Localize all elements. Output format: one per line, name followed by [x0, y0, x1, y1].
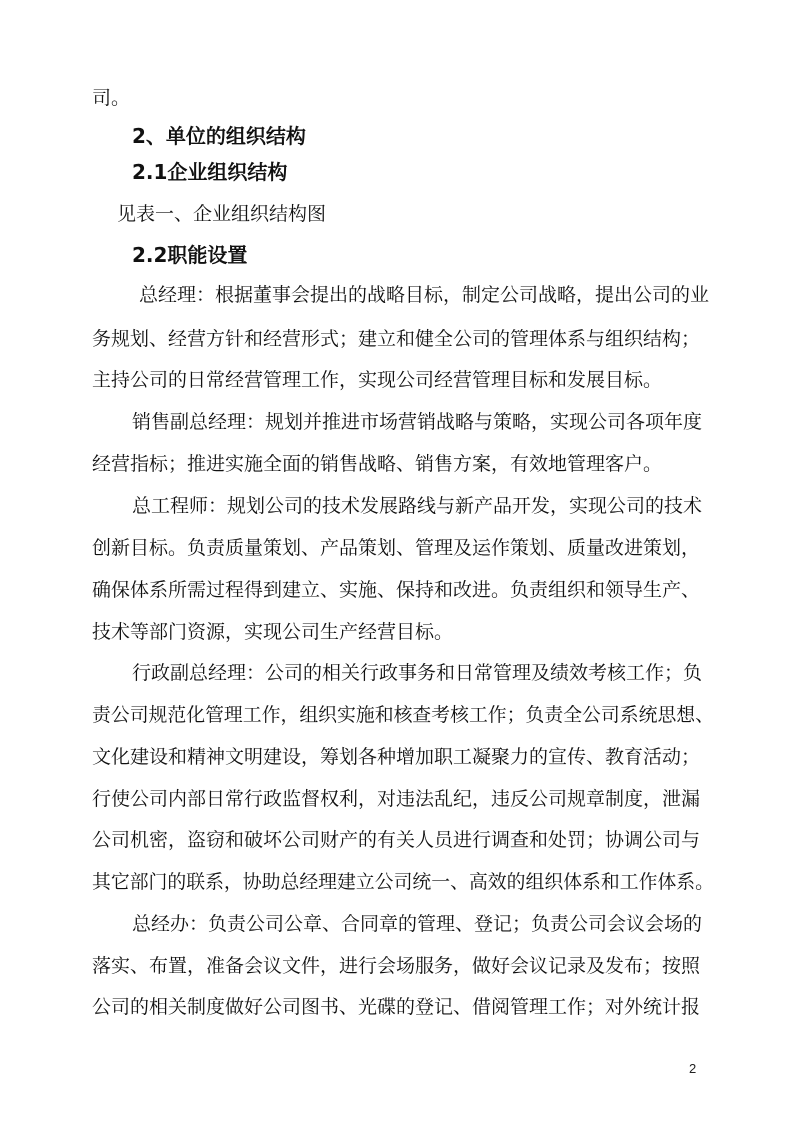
paragraph-line: 责公司规范化管理工作，组织实施和核查考核工作；负责全公司系统思想、	[92, 704, 714, 726]
paragraph-line: 其它部门的联系，协助总经理建立公司统一、高效的组织体系和工作体系。	[92, 871, 714, 893]
paragraph-line: 行使公司内部日常行政监督权利，对违法乱纪，违反公司规章制度，泄漏	[92, 788, 701, 810]
text-line: 见表一、企业组织结构图	[117, 203, 327, 225]
subsection-heading: 2.2职能设置	[132, 243, 248, 267]
paragraph-line: 销售副总经理：规划并推进市场营销战略与策略，实现公司各项年度	[132, 411, 703, 433]
paragraph-line: 总工程师：规划公司的技术发展路线与新产品开发，实现公司的技术	[132, 495, 703, 517]
paragraph-line: 经营指标；推进实施全面的销售战略、销售方案，有效地管理客户。	[92, 453, 663, 475]
text-line: 司。	[92, 87, 131, 109]
paragraph-line: 文化建设和精神文明建设，筹划各种增加职工凝聚力的宣传、教育活动；	[92, 746, 701, 768]
paragraph-line: 主持公司的日常经营管理工作，实现公司经营管理目标和发展目标。	[92, 369, 663, 391]
paragraph-line: 落实、布置，准备会议文件，进行会场服务，做好会议记录及发布；按照	[92, 955, 701, 977]
paragraph-line: 公司的相关制度做好公司图书、光碟的登记、借阅管理工作；对外统计报	[92, 996, 701, 1018]
paragraph-line: 创新目标。负责质量策划、产品策划、管理及运作策划、质量改进策划，	[92, 537, 701, 559]
paragraph-line: 公司机密，盗窃和破坏公司财产的有关人员进行调查和处罚；协调公司与	[92, 829, 701, 851]
subsection-heading: 2.1企业组织结构	[132, 160, 288, 184]
paragraph-line: 总经理：根据董事会提出的战略目标，制定公司战略，提出公司的业	[139, 284, 710, 306]
paragraph-line: 务规划、经营方针和经营形式；建立和健全公司的管理体系与组织结构；	[92, 328, 701, 350]
page-number: 2	[689, 1061, 697, 1076]
paragraph-line: 行政副总经理：公司的相关行政事务和日常管理及绩效考核工作；负	[132, 662, 703, 684]
paragraph-line: 确保体系所需过程得到建立、实施、保持和改进。负责组织和领导生产、	[92, 579, 701, 601]
paragraph-line: 总经办：负责公司公章、合同章的管理、登记；负责公司会议会场的	[132, 913, 703, 935]
paragraph-line: 技术等部门资源，实现公司生产经营目标。	[92, 621, 454, 643]
section-heading: 2、单位的组织结构	[132, 124, 306, 148]
